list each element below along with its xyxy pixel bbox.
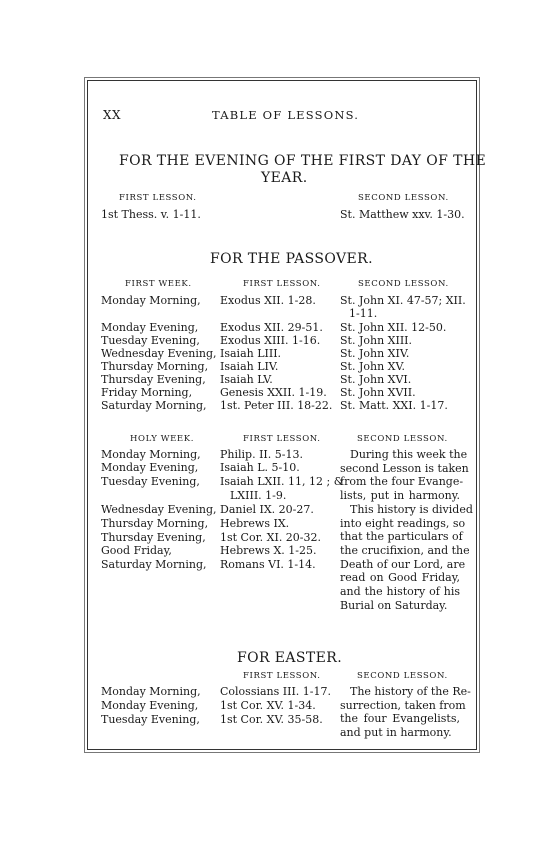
passover-col-week: FIRST WEEK. xyxy=(125,279,192,289)
page-number: XX xyxy=(103,108,122,122)
note-line: and the history of his xyxy=(340,585,460,599)
passover-day: Saturday Morning, xyxy=(101,399,207,412)
easter-day: Monday Evening, xyxy=(101,699,199,712)
holy-week-first: Romans VI. 1-14. xyxy=(220,558,316,571)
running-title: TABLE OF LESSONS. xyxy=(212,108,360,122)
easter-first: 1st Cor. XV. 1-34. xyxy=(220,699,316,712)
passover-second: St. John XV. xyxy=(340,360,405,373)
note-line: into eight readings, so xyxy=(340,516,466,530)
note-line: This history is divided xyxy=(350,502,473,516)
note-line: from the four Evange- xyxy=(340,475,464,489)
holy-week-second-lesson-note xyxy=(340,448,473,612)
easter-col-first: FIRST LESSON. xyxy=(243,671,321,681)
note-line: During this week the xyxy=(350,448,468,461)
note-line: surrection, taken from xyxy=(340,698,466,712)
note-line: second Lesson is taken xyxy=(340,461,469,475)
holy-week-day: Thursday Morning, xyxy=(101,517,209,530)
passover-first: Exodus XII. 1-28. xyxy=(220,294,316,307)
first-day-second-lesson-label: SECOND LESSON. xyxy=(358,193,449,203)
passover-second: St. John XIII. xyxy=(340,334,413,347)
passover-day: Wednesday Evening, xyxy=(101,347,217,360)
easter-heading: FOR EASTER. xyxy=(237,650,343,666)
holy-week-first-cont: LXIII. 1-9. xyxy=(230,489,287,502)
passover-second: St. John XI. 47-57; XII. xyxy=(340,294,466,307)
passover-second: St. Matt. XXI. 1-17. xyxy=(340,399,448,412)
passover-first: Isaiah LIII. xyxy=(220,347,282,360)
note-line: the crucifixion, and the xyxy=(340,543,470,557)
holy-week-col-second: SECOND LESSON. xyxy=(357,434,448,444)
first-day-heading-line1: FOR THE EVENING OF THE FIRST DAY OF THE xyxy=(119,153,487,169)
holy-week-col-week: HOLY WEEK. xyxy=(130,434,194,444)
passover-col-first: FIRST LESSON. xyxy=(243,279,321,289)
passover-second: St. John XIV. xyxy=(340,347,410,360)
passover-second: St. John XII. 12-50. xyxy=(340,321,447,334)
holy-week-day: Saturday Morning, xyxy=(101,558,207,571)
holy-week-first: Philip. II. 5-13. xyxy=(220,448,303,461)
holy-week-first: 1st Cor. XI. 20-32. xyxy=(220,531,322,544)
passover-day: Thursday Morning, xyxy=(101,360,209,373)
first-day-first-lesson-label: FIRST LESSON. xyxy=(119,193,197,203)
easter-day: Monday Morning, xyxy=(101,685,201,698)
holy-week-first: Hebrews IX. xyxy=(220,517,290,530)
easter-second-lesson-note xyxy=(340,685,471,740)
holy-week-day: Good Friday, xyxy=(101,544,172,557)
passover-col-second: SECOND LESSON. xyxy=(358,279,449,289)
note-line: and put in harmony. xyxy=(340,726,452,740)
easter-first: 1st Cor. XV. 35-58. xyxy=(220,713,323,726)
easter-col-second: SECOND LESSON. xyxy=(357,671,448,681)
holy-week-first: Hebrews X. 1-25. xyxy=(220,544,317,557)
passover-heading: FOR THE PASSOVER. xyxy=(210,251,373,267)
passover-first: Exodus XII. 29-51. xyxy=(220,321,323,334)
passover-first: Exodus XIII. 1-16. xyxy=(220,334,321,347)
passover-first: Isaiah LIV. xyxy=(220,360,279,373)
holy-week-day: Thursday Evening, xyxy=(101,531,206,544)
holy-week-col-first: FIRST LESSON. xyxy=(243,434,321,444)
first-day-first-lesson: 1st Thess. v. 1-11. xyxy=(101,208,201,221)
note-line: The history of the Re- xyxy=(350,685,471,698)
first-day-heading-line2: YEAR. xyxy=(261,170,308,186)
passover-second: St. John XVII. xyxy=(340,386,416,399)
holy-week-day: Monday Morning, xyxy=(101,448,201,461)
passover-second: St. John XVI. xyxy=(340,373,412,386)
holy-week-first: Isaiah L. 5-10. xyxy=(220,461,300,474)
holy-week-day: Tuesday Evening, xyxy=(101,475,200,488)
note-line: Death of our Lord, are xyxy=(340,557,466,571)
easter-day: Tuesday Evening, xyxy=(101,713,200,726)
easter-first: Colossians III. 1-17. xyxy=(220,685,332,698)
note-line: the four Evangelists, xyxy=(340,712,460,726)
passover-day: Friday Morning, xyxy=(101,386,193,399)
passover-day: Monday Evening, xyxy=(101,321,199,334)
note-line: Burial on Saturday. xyxy=(340,598,448,612)
first-day-second-lesson: St. Matthew xxv. 1-30. xyxy=(340,208,465,221)
passover-second-cont: 1-11. xyxy=(349,307,378,320)
note-line: that the particulars of xyxy=(340,530,463,544)
passover-first: Genesis XXII. 1-19. xyxy=(220,386,327,399)
passover-first: Isaiah LV. xyxy=(220,373,273,386)
holy-week-first: Isaiah LXII. 11, 12 ; & xyxy=(220,475,344,488)
passover-day: Thursday Evening, xyxy=(101,373,206,386)
holy-week-first: Daniel IX. 20-27. xyxy=(220,503,314,516)
note-line: lists, put in harmony. xyxy=(340,489,460,503)
passover-day: Monday Morning, xyxy=(101,294,201,307)
holy-week-day: Monday Evening, xyxy=(101,461,199,474)
note-line: read on Good Friday, xyxy=(340,571,460,585)
passover-day: Tuesday Evening, xyxy=(101,334,200,347)
passover-first: 1st. Peter III. 18-22. xyxy=(220,399,333,412)
holy-week-day: Wednesday Evening, xyxy=(101,503,217,516)
